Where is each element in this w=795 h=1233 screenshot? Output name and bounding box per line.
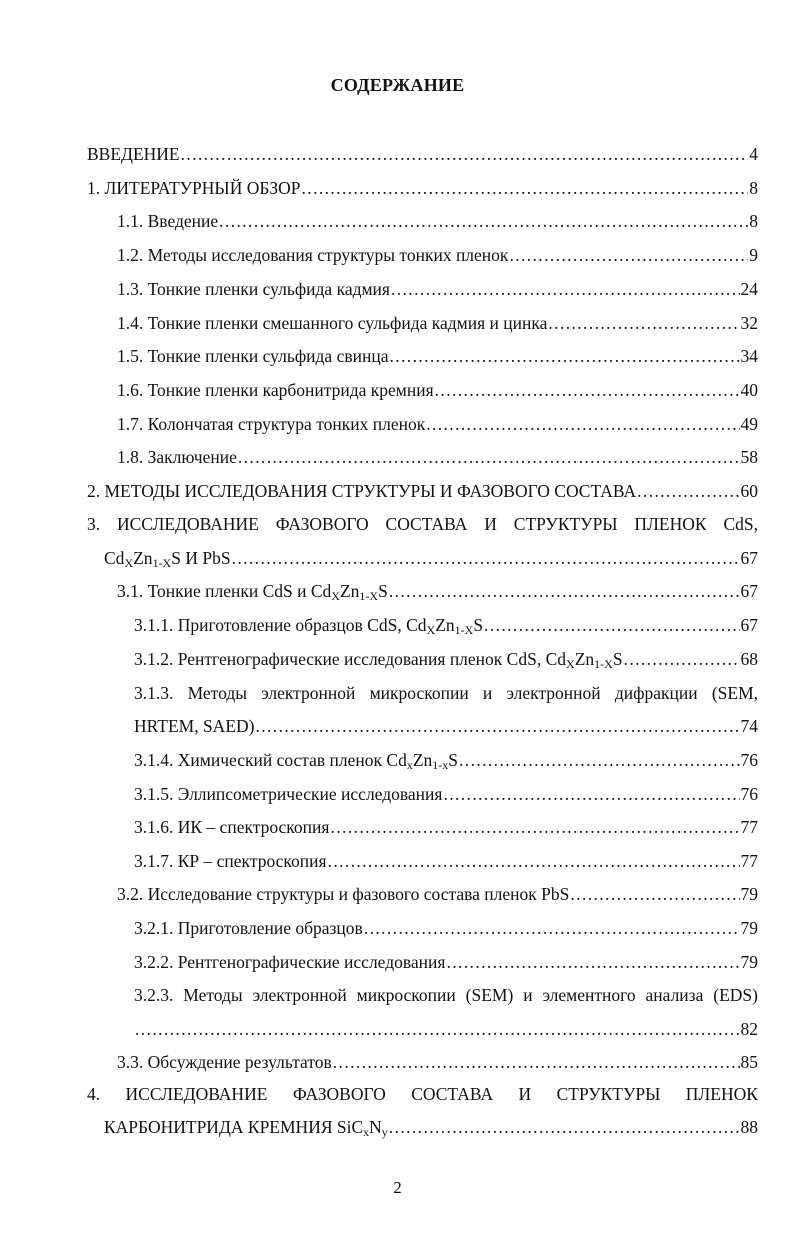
leader-dots bbox=[548, 313, 739, 334]
toc-word: и bbox=[523, 985, 533, 1005]
toc-label: 3.1.2. Рентгенографические исследования пленок CdS, $Cd_XZn_{1-X}S$ bbox=[134, 649, 623, 671]
leader-dots bbox=[446, 952, 739, 973]
toc-page-number: 8 bbox=[749, 211, 758, 231]
toc-label: 1. ЛИТЕРАТУРНЫЙ ОБЗОР bbox=[87, 178, 301, 198]
toc-word: СОСТАВА bbox=[385, 514, 468, 534]
toc-word: 3.2.3. bbox=[134, 985, 174, 1005]
toc-entry[interactable] bbox=[117, 884, 758, 908]
toc-word: 3.1.3. bbox=[134, 683, 174, 703]
leader-dots bbox=[364, 918, 740, 939]
toc-entry[interactable] bbox=[134, 952, 758, 976]
toc-entry[interactable] bbox=[87, 144, 758, 168]
toc-label: 3.1. Тонкие пленки CdS и $Cd_XZn_{1-X}S$ bbox=[117, 581, 388, 603]
toc-word: анализа bbox=[645, 985, 704, 1005]
toc-word: (SEM) bbox=[465, 985, 514, 1005]
leader-dots bbox=[509, 245, 748, 266]
toc-page-number: 8 bbox=[749, 178, 758, 198]
toc-word: микроскопии bbox=[356, 985, 456, 1005]
leader-dots bbox=[637, 481, 739, 502]
toc-label: 1.6. Тонкие пленки карбонитрида кремния bbox=[117, 380, 434, 400]
toc-page-number: 9 bbox=[749, 245, 758, 265]
toc-page-number: 76 bbox=[740, 750, 758, 770]
toc-label: 2. МЕТОДЫ ИССЛЕДОВАНИЯ СТРУКТУРЫ И ФАЗОВОГО СОСТАВА bbox=[87, 481, 637, 501]
toc-label: 1.7. Колончатая структура тонких пленок bbox=[117, 414, 426, 434]
leader-dots bbox=[302, 178, 749, 199]
leader-dots bbox=[333, 1052, 740, 1073]
toc-label: ВВЕДЕНИЕ bbox=[87, 144, 180, 164]
toc-word: CdS, bbox=[723, 514, 758, 534]
toc-page-number: 68 bbox=[740, 649, 758, 669]
toc-label: 1.4. Тонкие пленки смешанного сульфида кадмия и цинка bbox=[117, 313, 548, 333]
toc-entry[interactable] bbox=[117, 447, 758, 471]
toc-entry[interactable] bbox=[87, 178, 758, 202]
toc-entry[interactable] bbox=[117, 211, 758, 235]
toc-page-number: 32 bbox=[740, 313, 758, 333]
leader-dots bbox=[328, 851, 740, 872]
toc-page-number: 77 bbox=[740, 851, 758, 871]
toc-word: И bbox=[518, 1084, 532, 1104]
leader-dots bbox=[484, 615, 739, 636]
leader-dots bbox=[255, 716, 739, 737]
toc-page-number: 82 bbox=[740, 1019, 758, 1039]
toc-page-number: 67 bbox=[740, 615, 758, 635]
toc-page-number: 4 bbox=[749, 144, 758, 164]
toc-word: И bbox=[484, 514, 497, 534]
page-number: 2 bbox=[393, 1178, 402, 1197]
toc-entry[interactable] bbox=[134, 817, 758, 841]
toc-page-number: 24 bbox=[740, 279, 758, 299]
toc-page-number: 85 bbox=[740, 1052, 758, 1072]
toc-label: 1.1. Введение bbox=[117, 211, 219, 231]
toc-word: дифракции bbox=[614, 683, 698, 703]
leader-dots bbox=[389, 1117, 740, 1138]
toc-label: 3.2.1. Приготовление образцов bbox=[134, 918, 363, 938]
leader-dots bbox=[389, 346, 739, 367]
leader-dots bbox=[459, 750, 739, 771]
toc-label: 3.3. Обсуждение результатов bbox=[117, 1052, 332, 1072]
toc-label: 3.1.6. ИК – спектроскопия bbox=[134, 817, 330, 837]
toc-page-number: 79 bbox=[740, 918, 758, 938]
leader-dots bbox=[135, 1019, 740, 1040]
toc-word: элементного bbox=[542, 985, 636, 1005]
leader-dots bbox=[570, 884, 739, 905]
toc-entry[interactable] bbox=[134, 615, 758, 639]
toc-entry[interactable] bbox=[134, 851, 758, 875]
toc-word: 3. bbox=[87, 514, 101, 534]
toc-word: ПЛЕНОК bbox=[634, 514, 707, 534]
toc-entry[interactable] bbox=[87, 481, 758, 505]
toc-label: 1.5. Тонкие пленки сульфида свинца bbox=[117, 346, 389, 366]
toc-page-number: 79 bbox=[740, 884, 758, 904]
toc-entry-heading[interactable] bbox=[87, 1084, 758, 1108]
toc-word: Методы bbox=[187, 683, 247, 703]
toc-entry[interactable] bbox=[117, 581, 758, 605]
toc-page-number: 88 bbox=[740, 1117, 758, 1137]
toc-word: Методы bbox=[183, 985, 243, 1005]
toc-page-number: 49 bbox=[740, 414, 758, 434]
toc-entry[interactable] bbox=[117, 1052, 758, 1076]
toc-word: ФАЗОВОГО bbox=[275, 514, 369, 534]
toc-word: (EDS) bbox=[713, 985, 758, 1005]
toc-word: электронной bbox=[506, 683, 601, 703]
toc-entry[interactable] bbox=[117, 414, 758, 438]
toc-entry[interactable] bbox=[117, 313, 758, 337]
toc-word: ФАЗОВОГО bbox=[292, 1084, 386, 1104]
toc-entry[interactable] bbox=[134, 750, 758, 774]
toc-label: 1.8. Заключение bbox=[117, 447, 237, 467]
toc-page-number: 77 bbox=[740, 817, 758, 837]
leader-dots bbox=[391, 279, 740, 300]
toc-entry[interactable] bbox=[134, 784, 758, 808]
toc-entry-continuation[interactable] bbox=[104, 548, 758, 572]
toc-entry-continuation[interactable] bbox=[134, 1019, 758, 1043]
toc-entry-heading[interactable] bbox=[134, 985, 758, 1009]
toc-label: 3.2.2. Рентгенографические исследования bbox=[134, 952, 446, 972]
toc-label: 1.2. Методы исследования структуры тонких пленок bbox=[117, 245, 509, 265]
toc-entry-heading[interactable] bbox=[87, 514, 758, 538]
toc-label: 3.2. Исследование структуры и фазового состава пленок PbS bbox=[117, 884, 570, 904]
toc-word: (SEM, bbox=[711, 683, 758, 703]
toc-page-number: 67 bbox=[740, 581, 758, 601]
leader-dots bbox=[624, 649, 740, 670]
toc-word: СТРУКТУРЫ bbox=[556, 1084, 661, 1104]
leader-dots bbox=[181, 144, 749, 165]
toc-label: $Cd_XZn_{1-X}S$ И PbS bbox=[104, 548, 231, 570]
toc-word: 4. bbox=[87, 1084, 101, 1104]
toc-entry[interactable] bbox=[117, 380, 758, 404]
leader-dots bbox=[232, 548, 740, 569]
toc-entry[interactable] bbox=[134, 918, 758, 942]
toc-page-number: 60 bbox=[740, 481, 758, 501]
leader-dots bbox=[219, 211, 748, 232]
toc-label: 3.1.5. Эллипсометрические исследования bbox=[134, 784, 443, 804]
leader-dots bbox=[443, 784, 739, 805]
toc-entry[interactable] bbox=[117, 245, 758, 269]
toc-word: СОСТАВА bbox=[411, 1084, 494, 1104]
leader-dots bbox=[426, 414, 739, 435]
toc-word: ИССЛЕДОВАНИЕ bbox=[116, 514, 259, 534]
toc-word: ПЛЕНОК bbox=[685, 1084, 758, 1104]
toc-label: 1.3. Тонкие пленки сульфида кадмия bbox=[117, 279, 390, 299]
leader-dots bbox=[435, 380, 740, 401]
toc-page-number: 76 bbox=[740, 784, 758, 804]
toc-word: электронной bbox=[252, 985, 347, 1005]
toc-label: КАРБОНИТРИДА КРЕМНИЯ $SiC_xN_y$ bbox=[104, 1117, 388, 1139]
toc-label: 3.1.1. Приготовление образцов CdS, $Cd_XZn_{1-X}S$ bbox=[134, 615, 484, 637]
toc-label: 3.1.7. КР – спектроскопия bbox=[134, 851, 327, 871]
toc-label: HRTEM, SAED) bbox=[134, 716, 255, 736]
toc-word: и bbox=[482, 683, 493, 703]
toc-entry[interactable] bbox=[134, 649, 758, 673]
toc-word: микроскопии bbox=[369, 683, 469, 703]
leader-dots bbox=[330, 817, 739, 838]
toc-entry[interactable] bbox=[117, 346, 758, 370]
toc-word: ИССЛЕДОВАНИЕ bbox=[125, 1084, 268, 1104]
toc-word: СТРУКТУРЫ bbox=[513, 514, 618, 534]
toc-entry-continuation[interactable] bbox=[134, 716, 758, 740]
leader-dots bbox=[389, 581, 740, 602]
toc-page-number: 34 bbox=[740, 346, 758, 366]
toc-entry[interactable] bbox=[117, 279, 758, 303]
toc-page-number: 40 bbox=[740, 380, 758, 400]
toc-page-number: 74 bbox=[740, 716, 758, 736]
toc-page-number: 67 bbox=[740, 548, 758, 568]
toc-word: электронной bbox=[261, 683, 356, 703]
toc-label: 3.1.4. Химический состав пленок $Cd_xZn_{1-x}S$ bbox=[134, 750, 459, 772]
page-title: СОДЕРЖАНИЕ bbox=[330, 75, 465, 95]
leader-dots bbox=[238, 447, 740, 468]
toc-page-number: 79 bbox=[740, 952, 758, 972]
toc-entry-continuation[interactable] bbox=[104, 1117, 758, 1141]
toc-entry-heading[interactable] bbox=[134, 683, 758, 707]
toc-page-number: 58 bbox=[740, 447, 758, 467]
